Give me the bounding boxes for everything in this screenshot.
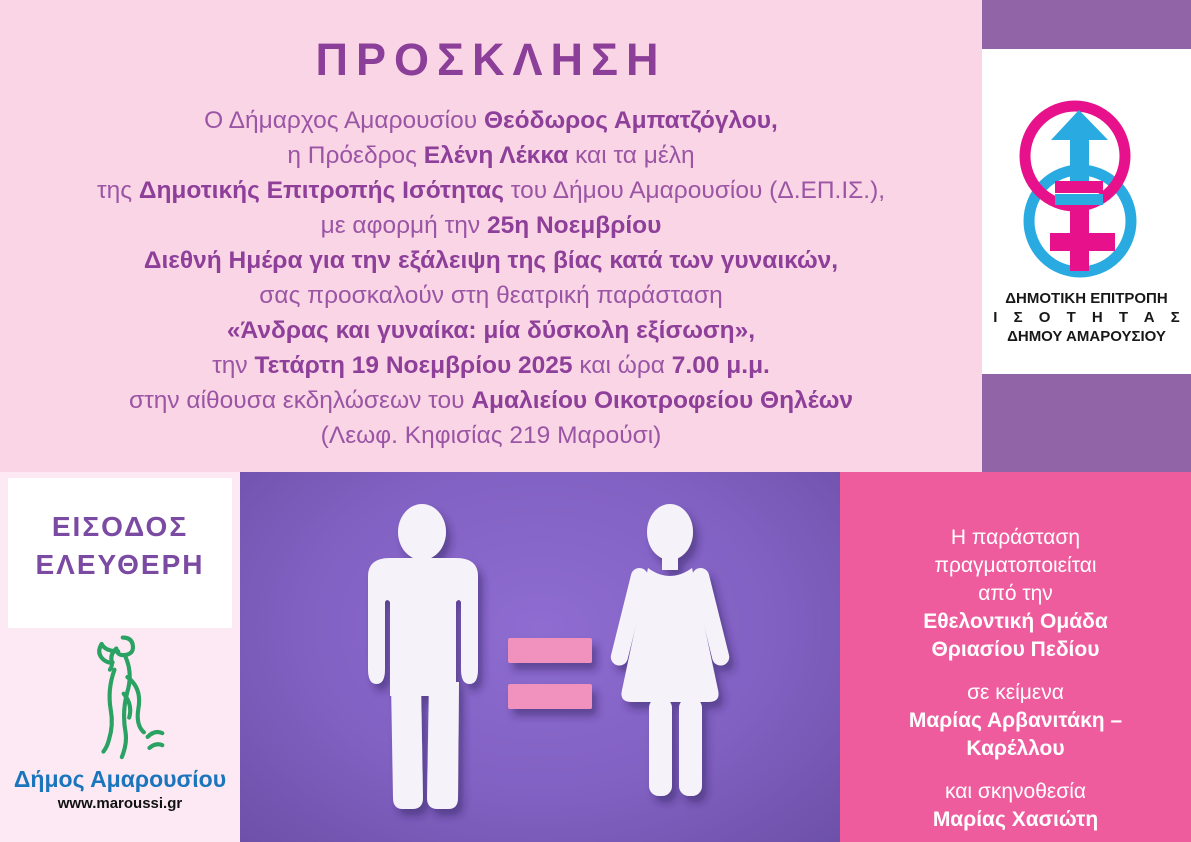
performance-text-line: πραγματοποιείται <box>934 554 1097 577</box>
performance-panel-text <box>840 524 1191 842</box>
purple-divider-block <box>982 374 1191 472</box>
performance-text-line: σε κείμενα <box>967 681 1064 704</box>
performance-text-group <box>840 524 1191 664</box>
committee-caption-line2: Ι Σ Ο Τ Η Τ Α Σ <box>993 309 1186 326</box>
invitation-line: της Δημοτικής Επιτροπής Ισότητας του Δήμου Αμαρουσίου (Δ.ΕΠ.ΙΣ.), <box>96 177 886 204</box>
performance-text-group <box>840 679 1191 763</box>
paper-cutout-figures <box>240 472 840 842</box>
committee-caption-line1: ΔΗΜΟΤΙΚΗ ΕΠΙΤΡΟΠΗ <box>1005 290 1168 307</box>
invitation-body <box>0 103 982 453</box>
performance-text-line: και σκηνοθεσία <box>944 780 1086 803</box>
free-entrance-line1: ΕΙΣΟΔΟΣ <box>51 511 189 542</box>
invitation-line: η Πρόεδρος Ελένη Λέκκα και τα μέλη <box>287 142 695 169</box>
invitation-line: την Τετάρτη 19 Νοεμβρίου 2025 και ώρα 7.00 μ.μ. <box>212 352 770 379</box>
free-entrance-box <box>8 478 232 628</box>
performance-text-line: Εθελοντική Ομάδα <box>923 610 1108 633</box>
performance-text-line: Μαρίας Αρβανιτάκη – <box>908 709 1123 732</box>
municipality-website: www.maroussi.gr <box>57 795 183 812</box>
invitation-line: σας προσκαλούν στη θεατρική παράσταση <box>259 282 723 309</box>
committee-caption-line3: ΔΗΜΟΥ ΑΜΑΡΟΥΣΙΟΥ <box>1007 328 1166 345</box>
performance-text-group <box>840 778 1191 834</box>
invitation-line: Ο Δήμαρχος Αμαρουσίου Θεόδωρος Αμπατζόγλου, <box>204 107 778 134</box>
invitation-line: με αφορμή την 25η Νοεμβρίου <box>320 212 662 239</box>
performance-panel <box>840 472 1191 842</box>
committee-caption <box>982 289 1191 346</box>
man-cutout <box>368 504 478 809</box>
municipality-name: Δήμος Αμαρουσίου <box>13 766 227 792</box>
municipality-logo <box>0 632 240 812</box>
invitation-section <box>0 0 982 472</box>
equality-committee-panel <box>982 49 1191 374</box>
performance-text-line: Θριασίου Πεδίου <box>931 638 1100 661</box>
purple-corner-block <box>982 0 1191 49</box>
equals-sign-icon <box>508 638 592 709</box>
invitation-line: (Λεωφ. Κηφισίας 219 Μαρούσι) <box>320 422 662 449</box>
performance-text-line: Η παράσταση <box>950 526 1081 549</box>
free-entrance-line2: ΕΛΕΥΘΕΡΗ <box>35 549 205 580</box>
equality-photo <box>240 472 840 842</box>
woman-cutout <box>609 504 731 796</box>
performance-text-line: από την <box>978 582 1053 605</box>
maroussi-figure-icon <box>60 632 180 770</box>
performance-text-line: Καρέλλου <box>966 737 1065 760</box>
entrance-column <box>0 472 240 842</box>
poster-title: ΠΡΟΣΚΛΗΣΗ <box>315 34 667 85</box>
performance-text-line: Μαρίας Χασιώτη <box>932 808 1099 831</box>
invitation-line: Διεθνή Ημέρα για την εξάλειψη της βίας κατά των γυναικών, <box>143 247 839 274</box>
invitation-line: στην αίθουσα εκδηλώσεων του Αμαλιείου Οικοτροφείου Θηλέων <box>128 387 854 414</box>
invitation-line: «Άνδρας και γυναίκα: μία δύσκολη εξίσωση», <box>226 317 756 344</box>
gender-equality-logo-icon <box>1012 94 1162 284</box>
